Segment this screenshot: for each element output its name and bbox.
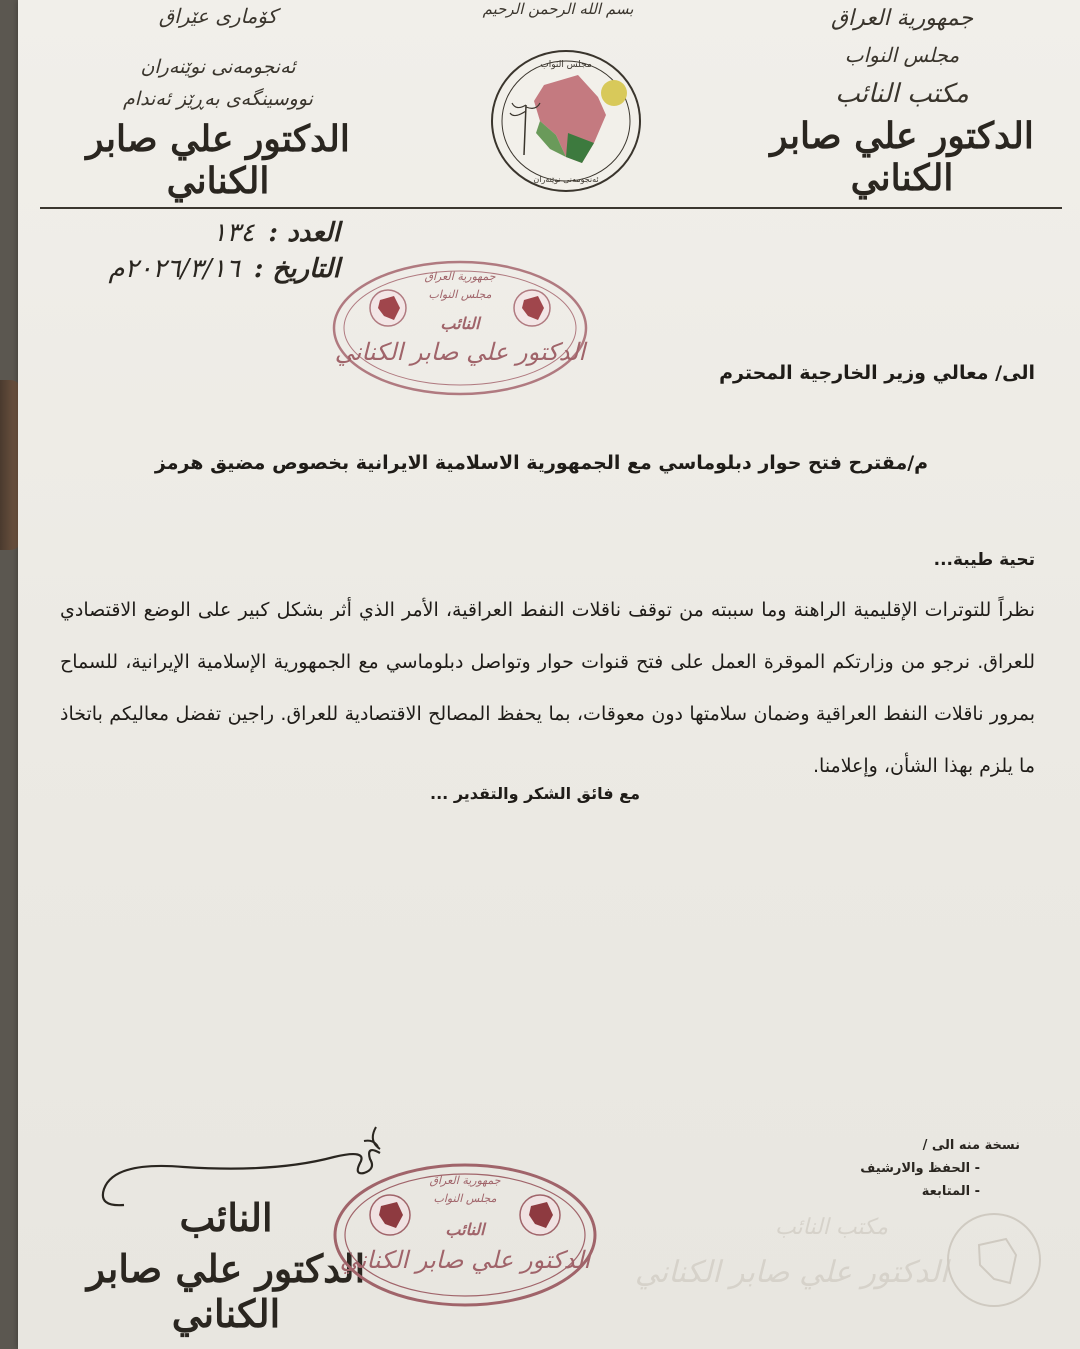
header-kurdish-office: نووسینگەی بەڕێز ئەندام (123, 88, 313, 110)
number-value: ١٣٤ (212, 218, 255, 248)
number-label: العدد : (268, 218, 340, 248)
recipient: الى/ معالي وزير الخارجية المحترم (719, 362, 1035, 384)
header-arabic-country: جمهورية العراق (830, 6, 974, 31)
header-kurdish (58, 0, 378, 202)
emboss-line1: مكتب النائب (774, 1215, 888, 1240)
header-arabic-office: مكتب النائب (835, 79, 969, 109)
stamp-top-line1: جمهورية العراق (424, 270, 496, 283)
signer-name: الدكتور علي صابر الكناني (86, 1246, 366, 1336)
signer-title: النائب (179, 1195, 273, 1240)
date-label: التاريخ : (253, 254, 340, 284)
header-kurdish-country: كۆماری عێراق (158, 4, 278, 28)
greeting: تحية طيبة... (933, 550, 1035, 570)
date-value: ٢٠٢٦/٣/١٦م (108, 254, 240, 284)
letter-paragraph: نظراً للتوترات الإقليمية الراهنة وما سببته من توقف ناقلات النفط العراقية، الأمر الذي أثر بشكل كبير على الوضع الاقتصادي للعراق. نرجو من وزارتكم الموقرة العمل على فتح قنوات حوار وتواصل دبلوماسي مع الجمهورية الإسلامية الإيرانية، للسماح بمرور ناقلات النفط العراقية وضمان سلامتها دون معوقات، بما يحفظ المصالح الاقتصادية للعراق. راجين تفضل معاليكم باتخاذ ما يلزم بهذا الشأن، وإعلامنا. (60, 599, 1035, 777)
subject: م/مقترح فتح حوار دبلوماسي مع الجمهورية الاسلامية الايرانية بخصوص مضيق هرمز (154, 452, 929, 474)
stamp-top-line3: النائب (440, 314, 480, 333)
basmala: بسم الله الرحمن الرحيم (482, 0, 634, 18)
copy-to-item: - الحفظ والارشيف (860, 1161, 980, 1176)
logo-top-text: مجلس النواب (540, 60, 592, 70)
date-row (108, 254, 340, 284)
copy-to-title: نسخة منه الى / (922, 1138, 1020, 1153)
embossed-seal (634, 1205, 1048, 1325)
number-row (108, 218, 340, 248)
letter-page (18, 0, 1080, 1349)
parliament-logo-icon (486, 45, 646, 195)
copy-to (860, 1138, 1020, 1207)
header-kurdish-name: الدكتور علي صابر الكناني (86, 118, 350, 202)
stamp-bottom-line2: مجلس النواب (433, 1192, 497, 1205)
emboss-emblem-icon (944, 1205, 1044, 1315)
stamp-top-line2: مجلس النواب (428, 288, 492, 301)
logo-bottom-text: ئەنجومەنی نوێنەران (533, 175, 599, 184)
stamp-bottom-line1: جمهورية العراق (429, 1174, 501, 1187)
stamp-top-line4: الدكتور علي صابر الكناني (334, 338, 586, 366)
stamp-bottom-line4: الدكتور علي صابر الكناني (339, 1246, 591, 1274)
emboss-line2: الدكتور علي صابر الكناني (634, 1255, 948, 1290)
header-arabic-parliament: مجلس النواب (844, 43, 960, 67)
official-stamp-bottom (330, 1160, 600, 1310)
stamp-bottom-line3: النائب (445, 1220, 485, 1239)
header-kurdish-parliament: ئەنجومەنی نوێنەران (140, 56, 296, 78)
closing: مع فائق الشكر والتقدير ... (430, 784, 640, 803)
letter-meta (108, 218, 340, 290)
header-divider (40, 207, 1062, 209)
header-arabic-name: الدكتور علي صابر الكناني (770, 115, 1034, 199)
copy-to-item: - المتابعة (921, 1184, 980, 1199)
header-arabic (752, 0, 1052, 199)
